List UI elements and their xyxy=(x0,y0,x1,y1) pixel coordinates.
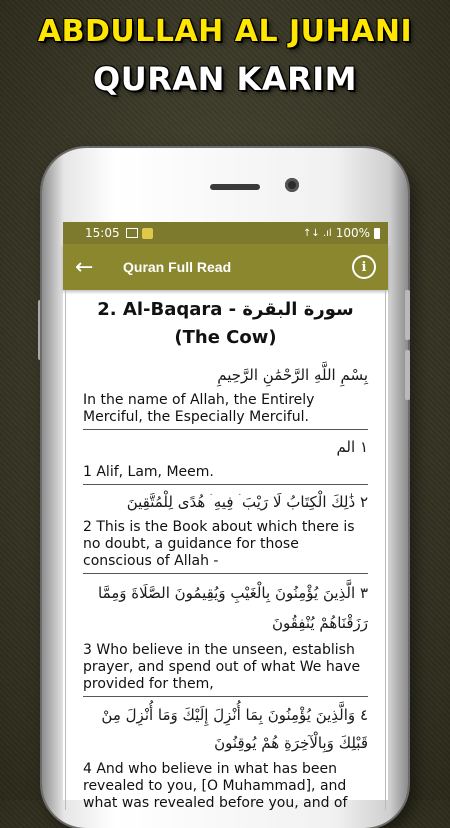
divider xyxy=(83,696,368,697)
promo-subtitle: QURAN KARIM xyxy=(93,60,357,98)
divider xyxy=(83,573,368,574)
info-icon[interactable]: i xyxy=(352,255,376,279)
surah-title: 2. Al-Baqara - سورة البقرة (The Cow) xyxy=(97,299,354,348)
app-toolbar xyxy=(63,244,388,290)
phone-camera xyxy=(285,178,299,192)
back-arrow-icon[interactable]: ← xyxy=(75,254,94,280)
verse-arabic: ٣ الَّذِينَ يُؤْمِنُونَ بِالْغَيْبِ وَيُقِيمُونَ الصَّلَاةَ وَمِمَّا رَزَقْنَاهُمْ يُنْفِقُونَ xyxy=(98,584,368,632)
verse-arabic: ٢ ذَٰلِكَ الْكِتَابُ لَا رَيْبَ ۛ فِيهِ ۛ هُدًى لِلْمُتَّقِينَ xyxy=(126,493,368,511)
divider xyxy=(83,484,368,485)
phone-screen xyxy=(63,222,388,811)
status-bar xyxy=(63,222,388,244)
verse-translation: 1 Alif, Lam, Meem. xyxy=(83,464,214,480)
verse-item xyxy=(83,701,368,812)
verse-translation: 3 Who believe in the unseen, establish prayer, and spend out of what We have provided for them, xyxy=(83,642,361,692)
notification-icons xyxy=(126,228,153,239)
promo-title: ABDULLAH AL JUHANI xyxy=(37,14,413,49)
verse-translation: 2 This is the Book about which there is no doubt, a guidance for those conscious of Allah - xyxy=(83,519,355,569)
verse-arabic: ٤ وَالَّذِينَ يُؤْمِنُونَ بِمَا أُنْزِلَ إِلَيْكَ وَمَا أُنْزِلَ مِنْ قَبْلِكَ وَبِالْآخِرَةِ هُمْ يُوقِنُونَ xyxy=(101,706,368,752)
phone-volume-down-button xyxy=(405,350,410,400)
image-notification-icon xyxy=(126,228,138,238)
divider xyxy=(83,429,368,430)
bismillah-arabic: بِسْمِ اللَّهِ الرَّحْمَٰنِ الرَّحِيمِ xyxy=(217,366,368,384)
reading-content[interactable] xyxy=(65,290,386,810)
verse-item xyxy=(83,489,368,570)
bismillah-translation: In the name of Allah, the Entirely Merciful, the Especially Merciful. xyxy=(83,392,315,425)
status-right xyxy=(303,226,380,240)
phone-volume-up-button xyxy=(405,290,410,340)
verse-arabic: ١ الم xyxy=(336,438,368,456)
app-notification-icon xyxy=(142,228,153,239)
battery-icon xyxy=(374,228,380,239)
verse-item xyxy=(83,578,368,693)
toolbar-title: Quran Full Read xyxy=(123,259,232,275)
verse-item xyxy=(83,434,368,481)
verse-translation: 4 And who believe in what has been revealed to you, [O Muhammad], and what was revealed before you, and of xyxy=(83,761,348,811)
signal-icon: ↑↓ .ıl xyxy=(303,227,332,239)
phone-speaker xyxy=(210,184,260,190)
battery-level: 100% xyxy=(335,226,370,240)
status-time: 15:05 xyxy=(85,226,120,240)
